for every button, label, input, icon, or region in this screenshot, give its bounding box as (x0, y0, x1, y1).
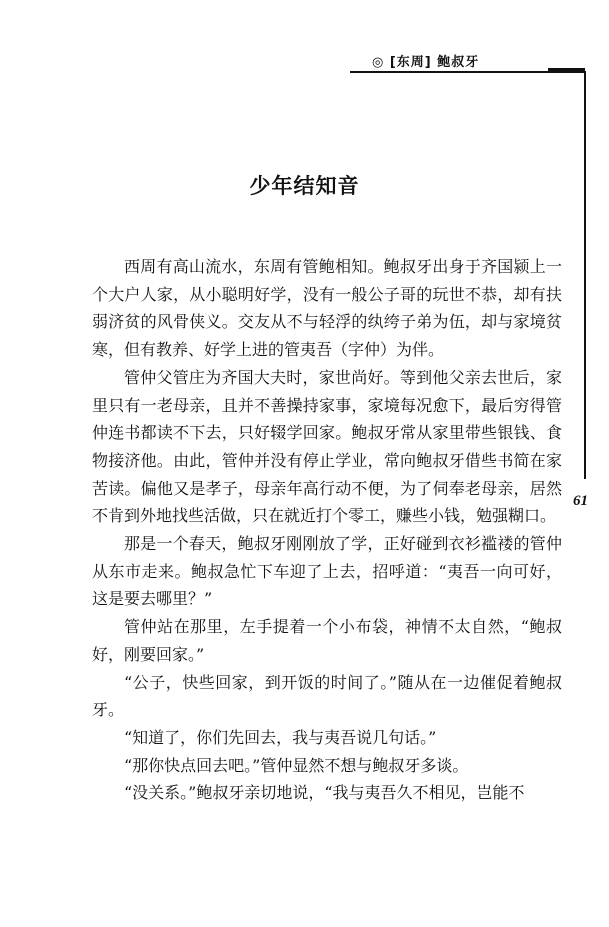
paragraph: 西周有高山流水，东周有管鲍相知。鲍叔牙出身于齐国颍上一个大户人家，从小聪明好学，没有一般公子哥的玩世不恭，却有扶弱济贫的风骨侠义。交友从不与轻浮的纨绔子弟为伍，却与家境贫寒，但有教养、好学上进的管夷吾（字仲）为伴。 (92, 257, 562, 360)
running-header: ◎ [东周] 鲍叔牙 (372, 55, 480, 70)
paragraph: “那你快点回去吧。”管仲显然不想与鲍叔牙多谈。 (124, 755, 469, 775)
chapter-title: 少年结知音 (249, 174, 360, 198)
side-rule (584, 71, 586, 479)
page-number: 61 (573, 493, 588, 509)
paragraph: 管仲父管庄为齐国大夫时，家世尚好。等到他父亲去世后，家里只有一老母亲，且并不善操持家事，家境每况愈下，最后穷得管仲连书都读不下去，只好辍学回家。鲍叔牙常从家里带些银钱、食物接济他。由此，管仲并没有停止学业，常向鲍叔牙借些书简在家苦读。偏他又是孝子，母亲年高行动不便，为了伺奉老母亲，居然不肯到外地找些活做，只在就近打个零工，赚些小钱，勉强糊口。 (92, 367, 562, 526)
paragraph: “知道了，你们先回去，我与夷吾说几句话。” (124, 727, 437, 747)
paragraph: “没关系。”鲍叔牙亲切地说，“我与夷吾久不相见，岂能不 (124, 783, 525, 803)
header-rule-accent (548, 68, 585, 73)
paragraph: 那是一个春天，鲍叔牙刚刚放了学，正好碰到衣衫褴褛的管仲从东市走来。鲍叔急忙下车迎了上去，招呼道：“夷吾一向可好，这是要去哪里？” (92, 534, 562, 609)
paragraph: 管仲站在那里，左手提着一个小布袋，神情不太自然，“鲍叔好，刚要回家。” (92, 617, 562, 664)
body-text (92, 253, 562, 807)
paragraph: “公子，快些回家，到开饭的时间了。”随从在一边催促着鲍叔牙。 (92, 672, 562, 720)
